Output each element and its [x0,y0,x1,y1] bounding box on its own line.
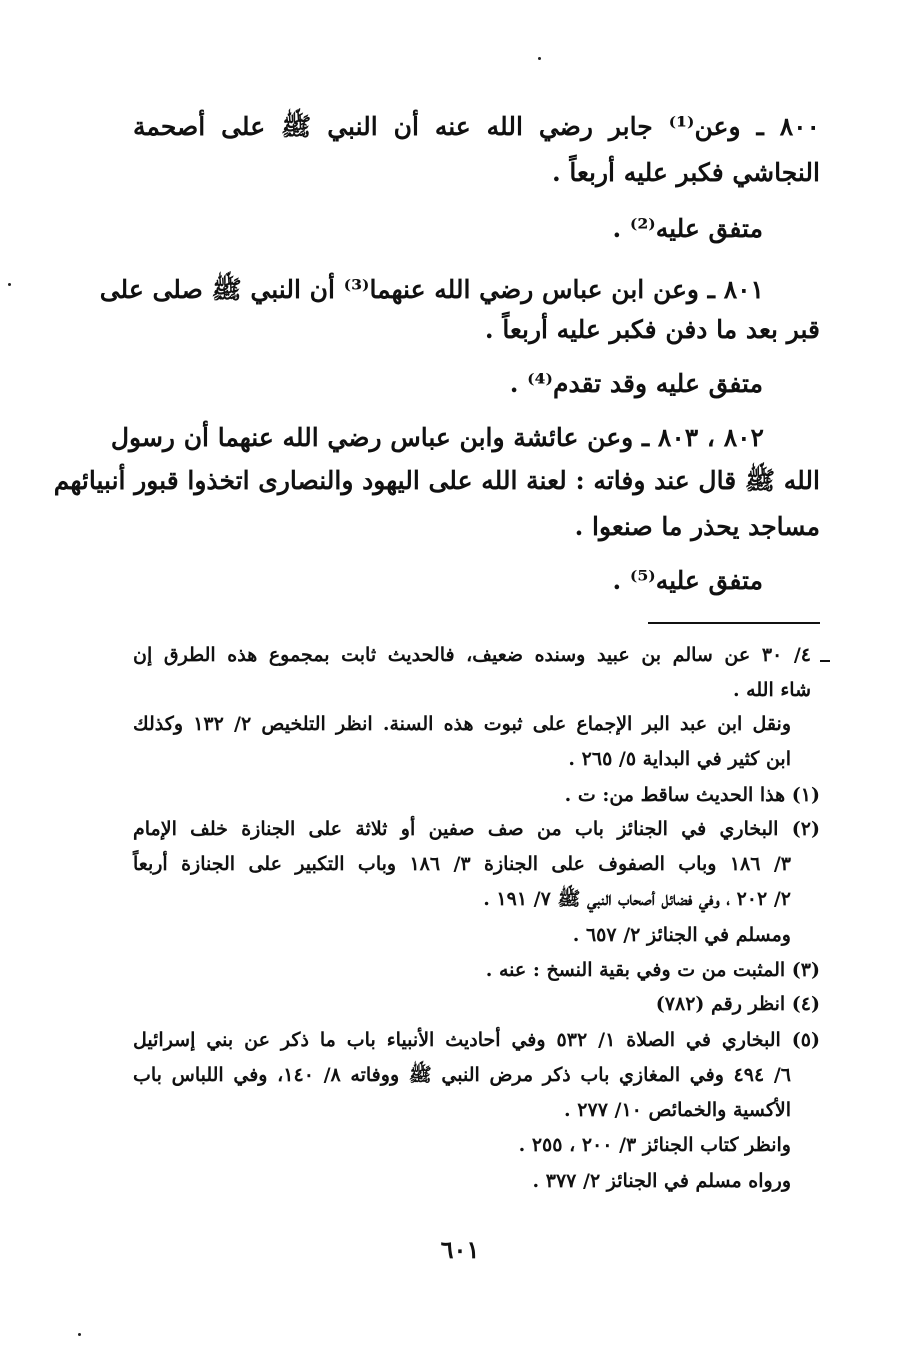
footnote-4: (٤) انظر رقم (٧٨٢) [655,993,820,1015]
footnote-carry-line-1: ٤/ ٣٠ عن سالم بن عبيد وسنده ضعيف، فالحديث ثابت بمجموع هذه الطرق إن [133,644,811,666]
hadith-802-source: متفق عليه⁽⁵⁾ . [612,566,763,595]
footnote-2-line-2: ٣/ ١٨٦ وباب الصفوف على الجنازة ٣/ ١٨٦ وباب التكبير على الجنازة أربعاً [133,853,791,875]
scan-speck [8,283,11,286]
footnote-2-line-4: ومسلم في الجنائز ٢/ ٦٥٧ . [572,924,791,946]
footnote-carry-line-4: ابن كثير في البداية ٥/ ٢٦٥ . [568,748,791,770]
hadith-802-line-1: ٨٠٢ ، ٨٠٣ ـ وعن عائشة وابن عباس رضي الله عنهما أن رسول [110,423,764,452]
footnote-5-line-2: ٦/ ٤٩٤ وفي المغازي باب ذكر مرض النبي ﷺ ووفاته ٨/ ١٤٠، وفي اللباس باب [133,1064,792,1086]
hadith-800-source: متفق عليه⁽²⁾ . [612,214,763,243]
footnote-1: (١) هذا الحديث ساقط من: ت . [564,784,820,806]
footnote-carry-line-3: ونقل ابن عبد البر الإجماع على ثبوت هذه السنة. انظر التلخيص ٢/ ١٣٢ وكذلك [133,713,791,735]
footnote-carry-line-2: شاء الله . [732,679,811,701]
page-number: ٦٠١ [440,1235,480,1264]
hadith-802-line-3: مساجد يحذر ما صنعوا . [574,512,820,541]
hadith-800-line-1: ٨٠٠ ـ وعن⁽¹⁾ جابر رضي الله عنه أن النبي ﷺ على أصحمة [133,112,820,141]
footnote-5-line-1: (٥) البخاري في الصلاة ١/ ٥٣٢ وفي أحاديث الأنبياء باب ما ذكر عن بني إسرائيل [133,1029,820,1051]
hadith-802-line-2: الله ﷺ قال عند وفاته : لعنة الله على اليهود والنصارى اتخذوا قبور أنبيائهم [53,466,820,495]
hadith-801-source: متفق عليه وقد تقدم⁽⁴⁾ . [509,369,763,398]
footnote-separator [648,622,820,624]
hadith-801-line-1: ٨٠١ ـ وعن ابن عباس رضي الله عنهما⁽³⁾ أن النبي ﷺ صلى على [99,275,764,304]
hadith-801-line-2: قبر بعد ما دفن فكبر عليه أربعاً . [484,315,820,344]
footnote-5-line-3: الأكسية والخمائص ١٠/ ٢٧٧ . [564,1099,791,1121]
scan-speck [538,57,541,60]
footnote-2-line-1: (٢) البخاري في الجنائز باب من صف صفين أو ثلاثة على الجنازة خلف الإمام [133,818,820,840]
footnote-2-line-3: ٢/ ٢٠٢ ، وفي فضائل أصحاب النبي ﷺ ٧/ ١٩١ . [483,888,791,910]
scan-speck [78,1333,81,1336]
hadith-800-line-2: النجاشي فكبر عليه أربعاً . [551,158,820,187]
footnote-5-line-4: وانظر كتاب الجنائز ٣/ ٢٠٠ ، ٢٥٥ . [518,1134,791,1156]
footnote-5-line-5: ورواه مسلم في الجنائز ٢/ ٣٧٧ . [532,1170,791,1192]
carryover-dash [820,660,830,662]
footnote-3: (٣) المثبت من ت وفي بقية النسخ : عنه . [485,959,820,981]
